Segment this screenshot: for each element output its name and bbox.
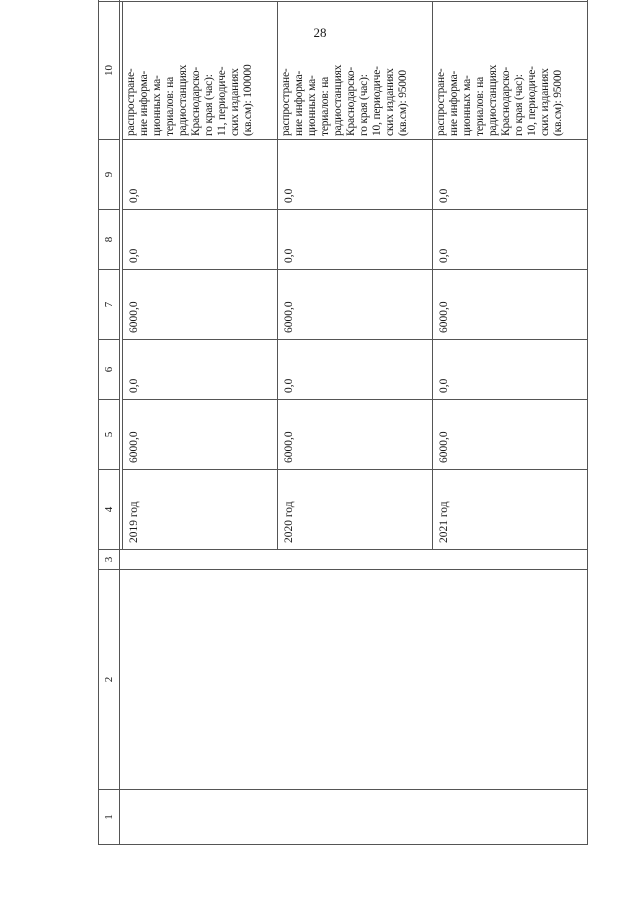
column-number xyxy=(99,0,120,2)
column-number: 2 xyxy=(99,570,120,790)
description-line: ние информа- xyxy=(138,70,151,136)
year-cell: 2021 год xyxy=(433,470,588,550)
description-cell xyxy=(278,2,433,140)
merged-cell-col-3 xyxy=(120,550,588,570)
merged-cell-col-1 xyxy=(120,790,588,845)
value-cell: 0,0 xyxy=(123,340,278,400)
description-line: распростране- xyxy=(125,68,138,136)
description-line: Краснодарско- xyxy=(190,67,203,136)
description-line: ских изданиях xyxy=(539,68,552,136)
column-number: 9 xyxy=(99,140,120,210)
description-line: радиостанциях xyxy=(487,64,500,136)
description-line: распростране- xyxy=(435,68,448,136)
description-line: 10, периодиче- xyxy=(526,66,539,136)
value-cell: 6000,0 xyxy=(123,400,278,470)
description-line: радиостанциях xyxy=(177,64,190,136)
value-cell: 0,0 xyxy=(433,140,588,210)
page-number: 28 xyxy=(313,25,327,40)
data-table xyxy=(98,0,588,845)
description-line: ционных ма- xyxy=(461,75,474,136)
column-number: 3 xyxy=(99,550,120,570)
description-line: ционных ма- xyxy=(151,75,164,136)
merged-cell-col-2 xyxy=(120,570,588,790)
description-cell xyxy=(433,2,588,140)
column-number: 6 xyxy=(99,340,120,400)
description-line: ских изданиях xyxy=(229,68,242,136)
description-line: го края (час): xyxy=(358,74,371,136)
value-cell: 6000,0 xyxy=(278,270,433,340)
value-cell: 0,0 xyxy=(123,210,278,270)
column-number: 7 xyxy=(99,270,120,340)
description-line: (кв.см): 95000 xyxy=(552,70,565,136)
value-cell: 0,0 xyxy=(433,210,588,270)
description-line: териалов: на xyxy=(474,76,487,136)
value-cell: 6000,0 xyxy=(123,270,278,340)
year-cell: 2020 год xyxy=(278,470,433,550)
value-cell: 0,0 xyxy=(278,140,433,210)
value-cell: 6000,0 xyxy=(433,270,588,340)
description-line: го края (час): xyxy=(513,74,526,136)
column-number-row xyxy=(99,0,120,845)
description-line: радиостанциях xyxy=(332,64,345,136)
description-line: Краснодарско- xyxy=(345,67,358,136)
value-cell: 0,0 xyxy=(123,140,278,210)
description-line: териалов: на xyxy=(319,76,332,136)
column-number: 5 xyxy=(99,400,120,470)
value-cell: 0,0 xyxy=(433,340,588,400)
description-line: (кв.см): 95000 xyxy=(397,70,410,136)
description-line: териалов: на xyxy=(164,76,177,136)
description-line: 10, периодиче- xyxy=(371,66,384,136)
description-line: распростране- xyxy=(280,68,293,136)
description-line: ние информа- xyxy=(293,70,306,136)
column-number: 4 xyxy=(99,470,120,550)
description-line: 11, периодиче- xyxy=(216,66,229,136)
column-number: 10 xyxy=(99,2,120,140)
description-line: ционных ма- xyxy=(306,75,319,136)
value-cell: 6000,0 xyxy=(433,400,588,470)
description-line: ние информа- xyxy=(448,70,461,136)
column-number: 8 xyxy=(99,210,120,270)
description-line: (кв.см): 100000 xyxy=(242,64,255,136)
year-cell: 2019 год xyxy=(123,470,278,550)
value-cell: 0,0 xyxy=(278,340,433,400)
description-cell xyxy=(123,2,278,140)
column-number: 1 xyxy=(99,790,120,845)
rotated-table-container xyxy=(98,42,588,845)
description-line: Краснодарско- xyxy=(500,67,513,136)
description-line: го края (час): xyxy=(203,74,216,136)
description-line: ских изданиях xyxy=(384,68,397,136)
value-cell: 6000,0 xyxy=(278,400,433,470)
value-cell: 0,0 xyxy=(278,210,433,270)
